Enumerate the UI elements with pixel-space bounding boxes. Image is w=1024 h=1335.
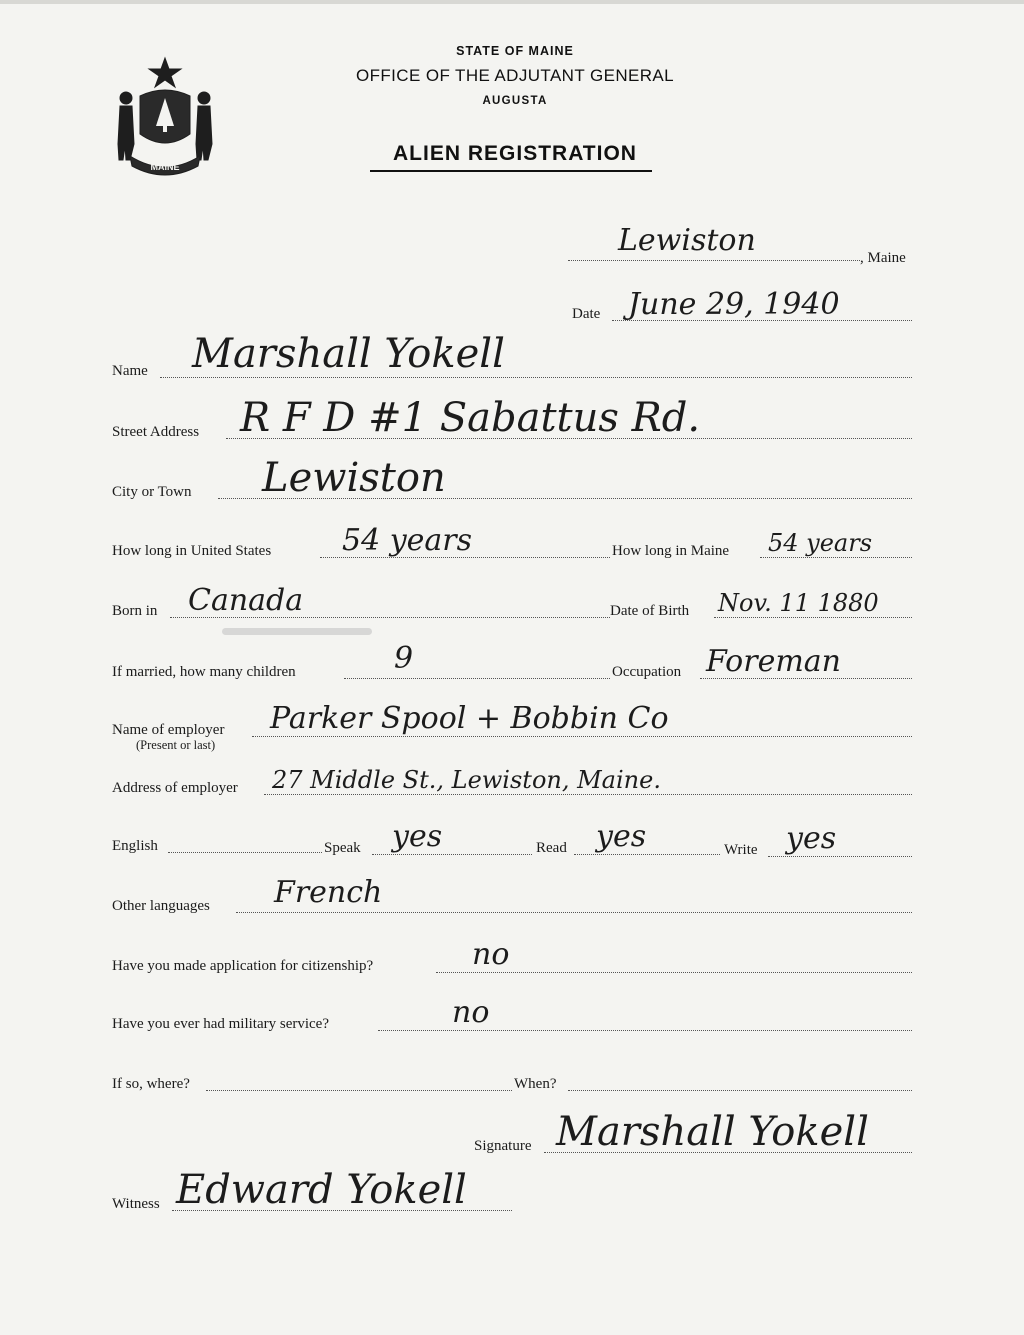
military-line: [378, 1030, 912, 1031]
scan-edge: [0, 0, 1024, 4]
employer-label: Name of employer: [112, 722, 225, 738]
header-office: OFFICE OF THE ADJUTANT GENERAL: [355, 66, 675, 85]
employer-value: Parker Spool + Bobbin Co: [270, 701, 669, 736]
header-city: AUGUSTA: [482, 95, 548, 107]
english-label: English: [112, 838, 158, 854]
title-underline: [370, 170, 652, 172]
name-value: Marshall Yokell: [192, 331, 505, 377]
signature-value: Marshall Yokell: [556, 1109, 869, 1155]
seal-text: MAINE: [150, 162, 180, 172]
date-of-birth-label: Date of Birth: [610, 603, 690, 619]
military-value: no: [452, 995, 490, 1030]
read-value: yes: [596, 819, 647, 854]
how-long-us-value: 54 years: [342, 523, 473, 558]
street-label: Street Address: [112, 424, 200, 440]
speak-line: [372, 854, 532, 855]
write-line: [768, 856, 912, 857]
employer-line: [252, 736, 912, 737]
form-title: ALIEN REGISTRATION: [393, 142, 637, 165]
header-state: STATE OF MAINE: [456, 44, 574, 58]
children-value: 9: [394, 641, 414, 676]
signature-label: Signature: [474, 1138, 532, 1154]
date-of-birth-value: Nov. 11 1880: [718, 589, 879, 617]
occupation-label: Occupation: [612, 664, 682, 680]
employer-note: (Present or last): [136, 738, 216, 752]
city-value: Lewiston: [262, 455, 446, 501]
witness-label: Witness: [112, 1196, 160, 1212]
maine-seal-icon: [110, 56, 220, 176]
witness-value: Edward Yokell: [176, 1167, 467, 1213]
read-label: Read: [536, 840, 567, 856]
name-label: Name: [112, 363, 148, 379]
children-label: If married, how many children: [112, 664, 296, 680]
born-in-value: Canada: [188, 583, 304, 618]
citizenship-label: Have you made application for citizenship?: [112, 958, 374, 974]
citizenship-line: [436, 972, 912, 973]
other-languages-label: Other languages: [112, 898, 210, 914]
how-long-us-label: How long in United States: [112, 543, 272, 559]
date-label: Date: [572, 306, 601, 322]
if-so-where-line: [206, 1090, 512, 1091]
occupation-value: Foreman: [706, 644, 841, 679]
read-line: [574, 854, 720, 855]
write-value: yes: [786, 821, 837, 856]
date-of-birth-line: [714, 617, 912, 618]
speak-value: yes: [392, 819, 443, 854]
born-in-label: Born in: [112, 603, 158, 619]
how-long-maine-label: How long in Maine: [612, 543, 730, 559]
ink-smudge: [222, 628, 372, 635]
if-so-where-label: If so, where?: [112, 1076, 190, 1092]
name-line: [160, 377, 912, 378]
speak-label: Speak: [324, 840, 361, 856]
maine-label: , Maine: [860, 250, 906, 266]
date-value: June 29, 1940: [628, 287, 840, 322]
write-label: Write: [724, 842, 758, 858]
english-line: [168, 852, 322, 853]
when-line: [568, 1090, 912, 1091]
town-value: Lewiston: [618, 223, 756, 258]
city-label: City or Town: [112, 484, 192, 500]
when-label: When?: [514, 1076, 557, 1092]
town-line: [568, 260, 860, 261]
employer-address-line: [264, 794, 912, 795]
how-long-maine-line: [760, 557, 912, 558]
other-languages-value: French: [274, 875, 383, 910]
citizenship-value: no: [472, 937, 510, 972]
how-long-maine-value: 54 years: [768, 529, 873, 557]
street-value: R F D #1 Sabattus Rd.: [240, 395, 701, 441]
children-line: [344, 678, 610, 679]
employer-address-value: 27 Middle St., Lewiston, Maine.: [272, 766, 661, 794]
other-languages-line: [236, 912, 912, 913]
military-label: Have you ever had military service?: [112, 1016, 329, 1032]
employer-address-label: Address of employer: [112, 780, 238, 796]
